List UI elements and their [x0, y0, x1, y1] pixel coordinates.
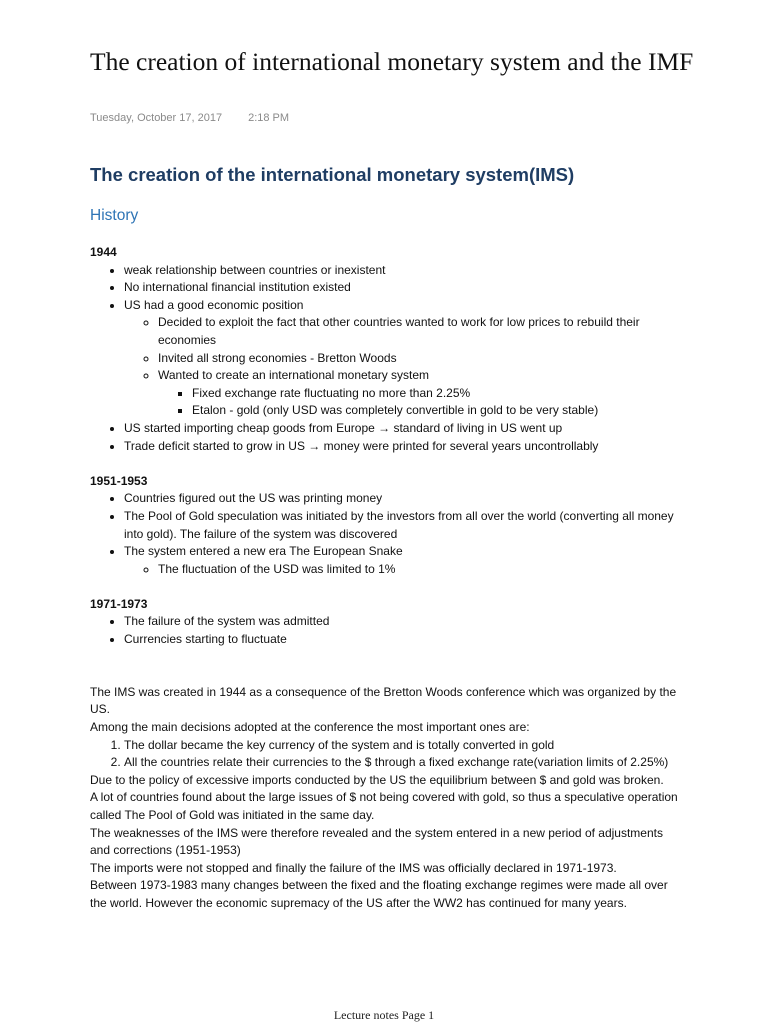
year-heading-1944: 1944 [90, 245, 117, 259]
year-heading-1971: 1971-1973 [90, 596, 148, 611]
paragraph: Among the main decisions adopted at the conference the most important ones are: [90, 720, 530, 735]
list-item: ◦ Decided to exploit the fact that other countries wanted to work for low prices to rebuild their economies [158, 314, 680, 349]
list-item: ▪ Fixed exchange rate fluctuating no more than 2.25% [192, 385, 680, 403]
subsection-heading: History [90, 207, 139, 224]
year-heading-1951: 1951-1953 [90, 473, 148, 488]
bullet-list-1951 [90, 490, 680, 578]
paragraph: The imports were not stopped and finally the failure of the IMS was officially declared in 1971-1973. [90, 860, 617, 875]
note-time: 2:18 PM [248, 112, 290, 124]
paragraph: Due to the policy of excessive imports conducted by the US the equilibrium between $ and gold was broken. [90, 772, 664, 787]
list-item: • No international financial institution existed [124, 279, 680, 297]
list-item: • weak relationship between countries or inexistent [124, 262, 680, 280]
list-item: 2. All the countries relate their currencies to the $ through a fixed exchange rate(variation limits of 2.25%) [124, 754, 680, 772]
list-item-text: The system entered a new era The European Snake [124, 544, 403, 559]
page-title: The creation of international monetary system and the IMF [90, 47, 694, 76]
bullet-list-1971 [90, 613, 680, 648]
bullet-list-1944 [90, 262, 680, 456]
sub-list [124, 561, 680, 579]
list-item [124, 543, 680, 578]
list-item-text: Wanted to create an international monetary system [158, 368, 430, 383]
paragraph: Between 1973-1983 many changes between the fixed and the floating exchange regimes were made all over the world. However the economic supremacy of the US after the WW2 has continued for many years. [90, 878, 668, 910]
note-date: Tuesday, October 17, 2017 [90, 112, 223, 124]
list-item: • Currencies starting to fluctuate [124, 631, 680, 649]
list-item: 1. The dollar became the key currency of the system and is totally converted in gold [124, 737, 680, 755]
list-item [158, 367, 680, 420]
paragraph: The IMS was created in 1944 as a consequence of the Bretton Woods conference which was organized by the US. [90, 684, 677, 717]
list-item: • Countries figured out the US was printing money [124, 490, 680, 508]
sub-sub-list [158, 385, 680, 420]
list-item-text: US had a good economic position [124, 297, 304, 312]
list-item: • Trade deficit started to grow in US → money were printed for several years uncontrollably [124, 438, 680, 456]
list-item: • US started importing cheap goods from Europe → standard of living in US went up [124, 420, 680, 438]
note-timestamp [90, 112, 289, 124]
list-item [124, 297, 680, 420]
note-body [90, 244, 680, 913]
list-item: • The Pool of Gold speculation was initiated by the investors from all over the world (converting all money into gold). The failure of the system was discovered [124, 508, 680, 543]
numbered-list [90, 737, 680, 772]
sub-list [124, 314, 680, 420]
section-heading: The creation of the international monetary system(IMS) [90, 164, 575, 185]
list-item: ▪ Etalon - gold (only USD was completely convertible in gold to be very stable) [192, 402, 680, 420]
list-item: ◦ Invited all strong economies - Bretton Woods [158, 350, 680, 368]
paragraph: A lot of countries found about the large issues of $ not being covered with gold, so thus a speculative operation called The Pool of Gold was initiated in the same day. [90, 790, 678, 822]
list-item: • The failure of the system was admitted [124, 613, 680, 631]
list-item: ◦ The fluctuation of the USD was limited to 1% [158, 561, 680, 579]
paragraph: The weaknesses of the IMS were therefore revealed and the system entered in a new period of adjustments and corrections (1951-1953) [90, 825, 663, 858]
page-footer: Lecture notes Page 1 [333, 1008, 435, 1022]
